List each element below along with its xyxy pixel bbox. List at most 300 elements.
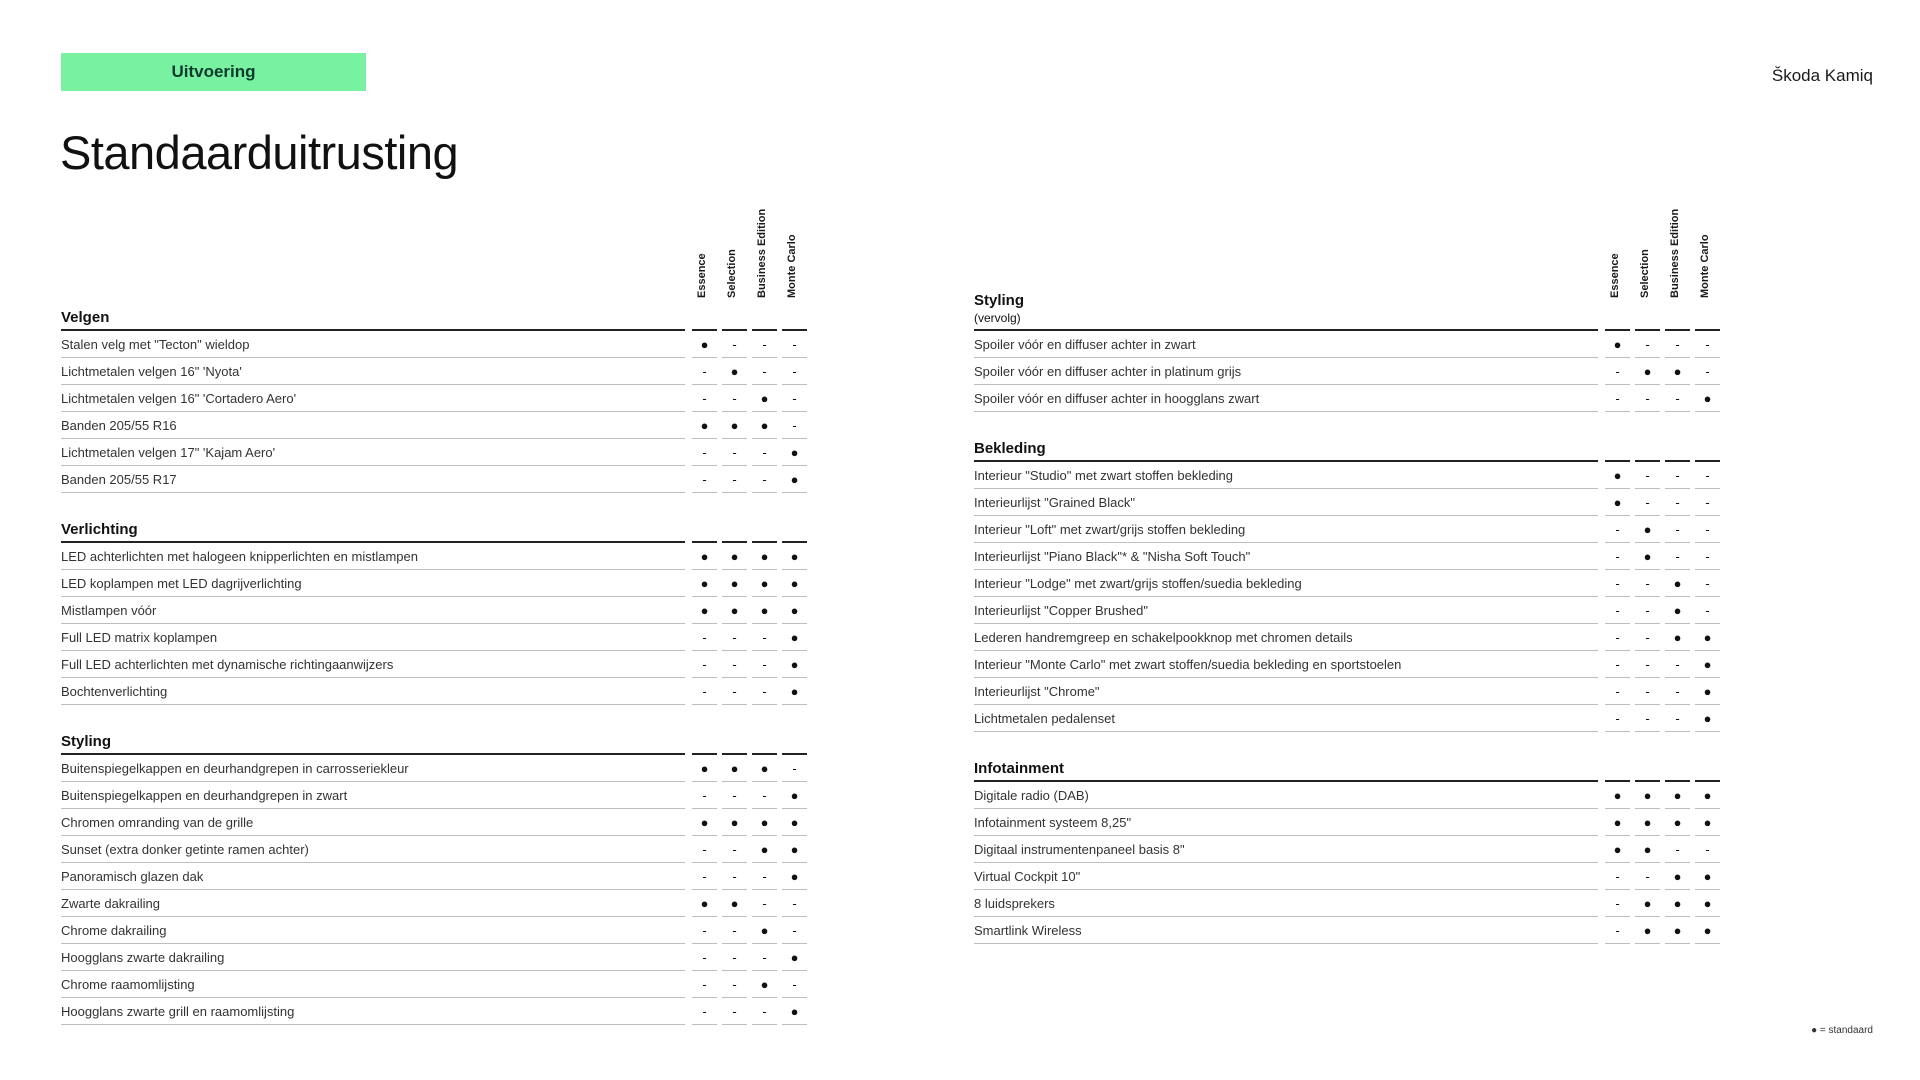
not-available-dash: - [1675, 549, 1680, 564]
standard-dot-icon: ● [760, 977, 769, 992]
row-label: Hoogglans zwarte grill en raamomlijsting [61, 1004, 295, 1019]
column-header-business-edition: Business Edition [1669, 208, 1681, 298]
standard-dot-icon: ● [1643, 896, 1652, 911]
cell-divider [752, 1024, 777, 1025]
row-label: Interieur "Studio" met zwart stoffen bekleding [974, 468, 1234, 483]
cell-divider [1665, 943, 1690, 944]
not-available-dash: - [1675, 337, 1680, 352]
standard-dot-icon: ● [1643, 842, 1652, 857]
not-available-dash: - [1615, 923, 1620, 938]
not-available-dash: - [1645, 603, 1650, 618]
row-divider [61, 357, 685, 358]
standard-dot-icon: ● [700, 576, 709, 591]
row-label: Full LED achterlichten met dynamische richtingaanwijzers [61, 657, 394, 672]
standard-dot-icon: ● [790, 950, 799, 965]
row-label: Banden 205/55 R17 [61, 472, 177, 487]
standard-dot-icon: ● [1673, 788, 1682, 803]
standard-dot-icon: ● [1643, 522, 1652, 537]
not-available-dash: - [1645, 337, 1650, 352]
row-divider [974, 862, 1598, 863]
standard-dot-icon: ● [760, 576, 769, 591]
row-label: Lichtmetalen velgen 16" 'Nyota' [61, 364, 242, 379]
standard-dot-icon: ● [790, 788, 799, 803]
row-label: Spoiler vóór en diffuser achter in hoogglans zwart [974, 391, 1260, 406]
row-divider [61, 862, 685, 863]
standard-dot-icon: ● [790, 445, 799, 460]
section-title [974, 760, 1064, 777]
cell-divider [782, 1024, 807, 1025]
not-available-dash: - [1675, 711, 1680, 726]
standard-dot-icon: ● [730, 896, 739, 911]
row-divider [61, 997, 685, 998]
row-divider [974, 835, 1598, 836]
standard-dot-icon: ● [1703, 869, 1712, 884]
not-available-dash: - [702, 684, 707, 699]
standard-dot-icon: ● [760, 815, 769, 830]
row-label: Interieur "Lodge" met zwart/grijs stoffen/suedia bekleding [974, 576, 1302, 591]
row-divider [974, 808, 1598, 809]
cell-divider [1695, 411, 1720, 412]
section-title-text: Styling [61, 733, 112, 750]
not-available-dash: - [732, 950, 737, 965]
standard-dot-icon: ● [760, 549, 769, 564]
not-available-dash: - [1705, 576, 1710, 591]
standard-dot-icon: ● [1643, 549, 1652, 564]
not-available-dash: - [1645, 576, 1650, 591]
row-divider [61, 889, 685, 890]
cell-divider [1635, 411, 1660, 412]
row-divider [974, 515, 1598, 516]
standard-dot-icon: ● [1643, 788, 1652, 803]
cell-divider [722, 704, 747, 705]
standard-dot-icon: ● [1703, 391, 1712, 406]
standard-dot-icon: ● [1703, 630, 1712, 645]
row-divider [61, 569, 685, 570]
standard-dot-icon: ● [730, 364, 739, 379]
row-divider [974, 650, 1598, 651]
standard-dot-icon: ● [730, 418, 739, 433]
not-available-dash: - [792, 337, 797, 352]
standard-dot-icon: ● [1703, 896, 1712, 911]
standard-dot-icon: ● [760, 761, 769, 776]
standard-dot-icon: ● [730, 576, 739, 591]
row-label: Digitale radio (DAB) [974, 788, 1089, 803]
section-title-text: Styling [974, 292, 1025, 309]
row-divider [974, 731, 1598, 732]
not-available-dash: - [1675, 391, 1680, 406]
not-available-dash: - [1645, 684, 1650, 699]
cell-divider [1635, 731, 1660, 732]
standard-dot-icon: ● [790, 576, 799, 591]
not-available-dash: - [1705, 603, 1710, 618]
standard-dot-icon: ● [1703, 711, 1712, 726]
not-available-dash: - [1615, 896, 1620, 911]
not-available-dash: - [702, 1004, 707, 1019]
standard-dot-icon: ● [760, 603, 769, 618]
not-available-dash: - [1705, 468, 1710, 483]
standard-dot-icon: ● [700, 549, 709, 564]
row-label: Hoogglans zwarte dakrailing [61, 950, 225, 965]
not-available-dash: - [1615, 630, 1620, 645]
standard-dot-icon: ● [1673, 923, 1682, 938]
not-available-dash: - [1675, 495, 1680, 510]
row-label: Spoiler vóór en diffuser achter in platinum grijs [974, 364, 1242, 379]
row-label: Lichtmetalen velgen 17" 'Kajam Aero' [61, 445, 276, 460]
cell-divider [722, 1024, 747, 1025]
row-label: Full LED matrix koplampen [61, 630, 218, 645]
cell-divider [1695, 943, 1720, 944]
not-available-dash: - [762, 788, 767, 803]
not-available-dash: - [762, 364, 767, 379]
standard-dot-icon: ● [1703, 788, 1712, 803]
standard-dot-icon: ● [1673, 869, 1682, 884]
row-divider [974, 623, 1598, 624]
standard-dot-icon: ● [700, 603, 709, 618]
column-header-business-edition: Business Edition [756, 208, 768, 298]
row-divider [974, 542, 1598, 543]
cell-divider [692, 704, 717, 705]
section-title [61, 521, 138, 538]
section-divider [61, 753, 685, 755]
row-divider [61, 704, 685, 705]
not-available-dash: - [702, 869, 707, 884]
row-label: Smartlink Wireless [974, 923, 1082, 938]
row-label: Sunset (extra donker getinte ramen achter) [61, 842, 309, 857]
row-divider [61, 411, 685, 412]
standard-dot-icon: ● [1613, 495, 1622, 510]
standard-dot-icon: ● [1613, 468, 1622, 483]
not-available-dash: - [702, 630, 707, 645]
row-label: Chrome dakrailing [61, 923, 167, 938]
row-label: Mistlampen vóór [61, 603, 157, 618]
not-available-dash: - [1615, 657, 1620, 672]
not-available-dash: - [792, 391, 797, 406]
not-available-dash: - [1615, 576, 1620, 591]
column-header-essence: Essence [696, 253, 708, 298]
section-title [974, 440, 1046, 457]
column-header-essence: Essence [1609, 253, 1621, 298]
standard-dot-icon: ● [1673, 603, 1682, 618]
row-divider [61, 835, 685, 836]
standard-dot-icon: ● [760, 842, 769, 857]
row-label: Chromen omranding van de grille [61, 815, 254, 830]
cell-divider [782, 704, 807, 705]
section-subtitle: (vervolg) [974, 311, 1021, 325]
row-label: Zwarte dakrailing [61, 896, 160, 911]
standard-dot-icon: ● [730, 603, 739, 618]
not-available-dash: - [702, 364, 707, 379]
not-available-dash: - [1645, 657, 1650, 672]
not-available-dash: - [702, 657, 707, 672]
row-divider [974, 569, 1598, 570]
standard-dot-icon: ● [1673, 815, 1682, 830]
not-available-dash: - [1705, 337, 1710, 352]
standard-dot-icon: ● [760, 418, 769, 433]
row-divider [61, 465, 685, 466]
cell-divider [1695, 731, 1720, 732]
not-available-dash: - [732, 869, 737, 884]
not-available-dash: - [792, 923, 797, 938]
standard-dot-icon: ● [700, 761, 709, 776]
not-available-dash: - [762, 684, 767, 699]
row-label: LED achterlichten met halogeen knipperlichten en mistlampen [61, 549, 418, 564]
not-available-dash: - [762, 337, 767, 352]
row-label: Interieurlijst "Grained Black" [974, 495, 1135, 510]
column-header-monte-carlo: Monte Carlo [786, 234, 798, 298]
row-divider [61, 650, 685, 651]
row-label: Interieurlijst "Chrome" [974, 684, 1100, 699]
row-divider [974, 384, 1598, 385]
row-divider [974, 704, 1598, 705]
page-title: Standaarduitrusting [60, 126, 459, 179]
not-available-dash: - [792, 761, 797, 776]
not-available-dash: - [1645, 495, 1650, 510]
not-available-dash: - [702, 950, 707, 965]
not-available-dash: - [1705, 495, 1710, 510]
standard-dot-icon: ● [790, 815, 799, 830]
not-available-dash: - [702, 445, 707, 460]
standard-dot-icon: ● [1703, 923, 1712, 938]
row-divider [974, 943, 1598, 944]
standard-dot-icon: ● [790, 630, 799, 645]
standard-dot-icon: ● [1643, 923, 1652, 938]
standard-dot-icon: ● [790, 549, 799, 564]
section-title [61, 733, 111, 750]
not-available-dash: - [762, 630, 767, 645]
cell-divider [752, 704, 777, 705]
not-available-dash: - [732, 472, 737, 487]
cell-divider [1665, 731, 1690, 732]
not-available-dash: - [1705, 842, 1710, 857]
not-available-dash: - [1645, 391, 1650, 406]
row-divider [974, 916, 1598, 917]
cell-divider [1605, 943, 1630, 944]
cell-divider [722, 492, 747, 493]
not-available-dash: - [732, 1004, 737, 1019]
row-divider [974, 677, 1598, 678]
row-label: Infotainment systeem 8,25" [974, 815, 1132, 830]
not-available-dash: - [702, 472, 707, 487]
standard-dot-icon: ● [790, 869, 799, 884]
standard-dot-icon: ● [1673, 630, 1682, 645]
cell-divider [752, 492, 777, 493]
row-label: Bochtenverlichting [61, 684, 168, 699]
legend: ● = standaard [1811, 1025, 1873, 1036]
standard-dot-icon: ● [1703, 815, 1712, 830]
row-divider [974, 411, 1598, 412]
row-label: Buitenspiegelkappen en deurhandgrepen in zwart [61, 788, 348, 803]
standard-dot-icon: ● [1673, 576, 1682, 591]
not-available-dash: - [1615, 869, 1620, 884]
row-label: Lichtmetalen pedalenset [974, 711, 1115, 726]
column-header-selection: Selection [1639, 249, 1651, 298]
not-available-dash: - [732, 630, 737, 645]
section-title-text: Verlichting [61, 521, 138, 538]
not-available-dash: - [732, 391, 737, 406]
not-available-dash: - [1645, 468, 1650, 483]
row-divider [61, 677, 685, 678]
row-label: Interieurlijst "Copper Brushed" [974, 603, 1148, 618]
standard-dot-icon: ● [1673, 896, 1682, 911]
row-label: Lederen handremgreep en schakelpookknop met chromen details [974, 630, 1353, 645]
cell-divider [782, 492, 807, 493]
cell-divider [1605, 731, 1630, 732]
row-divider [974, 357, 1598, 358]
section-title-text: Infotainment [974, 760, 1064, 777]
not-available-dash: - [762, 472, 767, 487]
not-available-dash: - [762, 896, 767, 911]
row-divider [61, 808, 685, 809]
standard-dot-icon: ● [700, 896, 709, 911]
brand-name: Škoda Kamiq [1771, 66, 1873, 85]
not-available-dash: - [1645, 630, 1650, 645]
not-available-dash: - [732, 923, 737, 938]
standard-dot-icon: ● [1613, 337, 1622, 352]
section-divider [974, 329, 1598, 331]
row-divider [61, 623, 685, 624]
not-available-dash: - [1615, 711, 1620, 726]
not-available-dash: - [792, 977, 797, 992]
cell-divider [1635, 943, 1660, 944]
row-label: Chrome raamomlijsting [61, 977, 195, 992]
row-divider [61, 970, 685, 971]
row-label: Stalen velg met "Tecton" wieldop [61, 337, 250, 352]
column-header-selection: Selection [726, 249, 738, 298]
section-divider [974, 780, 1598, 782]
row-divider [61, 384, 685, 385]
row-label: 8 luidsprekers [974, 896, 1055, 911]
not-available-dash: - [702, 977, 707, 992]
not-available-dash: - [762, 657, 767, 672]
not-available-dash: - [1675, 468, 1680, 483]
row-label: Interieur "Monte Carlo" met zwart stoffen/suedia bekleding en sportstoelen [974, 657, 1402, 672]
standard-dot-icon: ● [790, 603, 799, 618]
row-divider [974, 596, 1598, 597]
standard-dot-icon: ● [700, 815, 709, 830]
not-available-dash: - [732, 684, 737, 699]
section-title-text: Bekleding [974, 440, 1046, 457]
not-available-dash: - [702, 391, 707, 406]
cell-divider [1605, 411, 1630, 412]
not-available-dash: - [732, 788, 737, 803]
not-available-dash: - [702, 788, 707, 803]
not-available-dash: - [732, 977, 737, 992]
standard-dot-icon: ● [1673, 364, 1682, 379]
standard-dot-icon: ● [760, 923, 769, 938]
standard-dot-icon: ● [790, 842, 799, 857]
not-available-dash: - [1615, 522, 1620, 537]
row-divider [61, 596, 685, 597]
standard-dot-icon: ● [1613, 815, 1622, 830]
not-available-dash: - [762, 869, 767, 884]
not-available-dash: - [1645, 869, 1650, 884]
row-label: Buitenspiegelkappen en deurhandgrepen in carrosseriekleur [61, 761, 409, 776]
row-divider [974, 488, 1598, 489]
standard-dot-icon: ● [790, 1004, 799, 1019]
not-available-dash: - [1615, 684, 1620, 699]
not-available-dash: - [792, 896, 797, 911]
not-available-dash: - [792, 364, 797, 379]
not-available-dash: - [1615, 364, 1620, 379]
row-divider [61, 492, 685, 493]
column-header-monte-carlo: Monte Carlo [1699, 234, 1711, 298]
not-available-dash: - [732, 445, 737, 460]
standard-dot-icon: ● [790, 657, 799, 672]
not-available-dash: - [762, 445, 767, 460]
row-divider [61, 438, 685, 439]
not-available-dash: - [1675, 657, 1680, 672]
row-label: Virtual Cockpit 10" [974, 869, 1081, 884]
section-title [61, 309, 109, 326]
standard-dot-icon: ● [730, 549, 739, 564]
not-available-dash: - [1675, 684, 1680, 699]
standard-dot-icon: ● [760, 391, 769, 406]
section-title [974, 292, 1024, 326]
row-label: Interieur "Loft" met zwart/grijs stoffen bekleding [974, 522, 1246, 537]
not-available-dash: - [1705, 522, 1710, 537]
section-tag: Uitvoering [61, 53, 366, 91]
standard-dot-icon: ● [1703, 657, 1712, 672]
not-available-dash: - [1705, 364, 1710, 379]
not-available-dash: - [762, 1004, 767, 1019]
row-label: Digitaal instrumentenpaneel basis 8" [974, 842, 1185, 857]
section-divider [974, 460, 1598, 462]
row-label: Panoramisch glazen dak [61, 869, 204, 884]
cell-divider [692, 1024, 717, 1025]
row-divider [974, 889, 1598, 890]
row-divider [61, 943, 685, 944]
cell-divider [692, 492, 717, 493]
standard-dot-icon: ● [730, 815, 739, 830]
not-available-dash: - [792, 418, 797, 433]
not-available-dash: - [732, 842, 737, 857]
not-available-dash: - [732, 337, 737, 352]
not-available-dash: - [1615, 603, 1620, 618]
standard-dot-icon: ● [700, 337, 709, 352]
section-divider [61, 329, 685, 331]
not-available-dash: - [1645, 711, 1650, 726]
row-divider [61, 1024, 685, 1025]
not-available-dash: - [1615, 391, 1620, 406]
standard-dot-icon: ● [1703, 684, 1712, 699]
not-available-dash: - [702, 923, 707, 938]
section-divider [61, 541, 685, 543]
row-label: LED koplampen met LED dagrijverlichting [61, 576, 302, 591]
standard-dot-icon: ● [730, 761, 739, 776]
standard-dot-icon: ● [1643, 815, 1652, 830]
standard-dot-icon: ● [790, 684, 799, 699]
not-available-dash: - [1615, 549, 1620, 564]
standard-dot-icon: ● [700, 418, 709, 433]
standard-dot-icon: ● [790, 472, 799, 487]
row-label: Lichtmetalen velgen 16" 'Cortadero Aero' [61, 391, 297, 406]
cell-divider [1665, 411, 1690, 412]
standard-dot-icon: ● [1643, 364, 1652, 379]
row-label: Banden 205/55 R16 [61, 418, 177, 433]
not-available-dash: - [1705, 549, 1710, 564]
standard-dot-icon: ● [1613, 842, 1622, 857]
section-title-text: Velgen [61, 309, 110, 326]
row-label: Interieurlijst "Piano Black"* & "Nisha Soft Touch" [974, 549, 1251, 564]
not-available-dash: - [702, 842, 707, 857]
row-divider [61, 781, 685, 782]
not-available-dash: - [1675, 842, 1680, 857]
not-available-dash: - [762, 950, 767, 965]
row-divider [61, 916, 685, 917]
row-label: Spoiler vóór en diffuser achter in zwart [974, 337, 1196, 352]
not-available-dash: - [1675, 522, 1680, 537]
standard-dot-icon: ● [1613, 788, 1622, 803]
